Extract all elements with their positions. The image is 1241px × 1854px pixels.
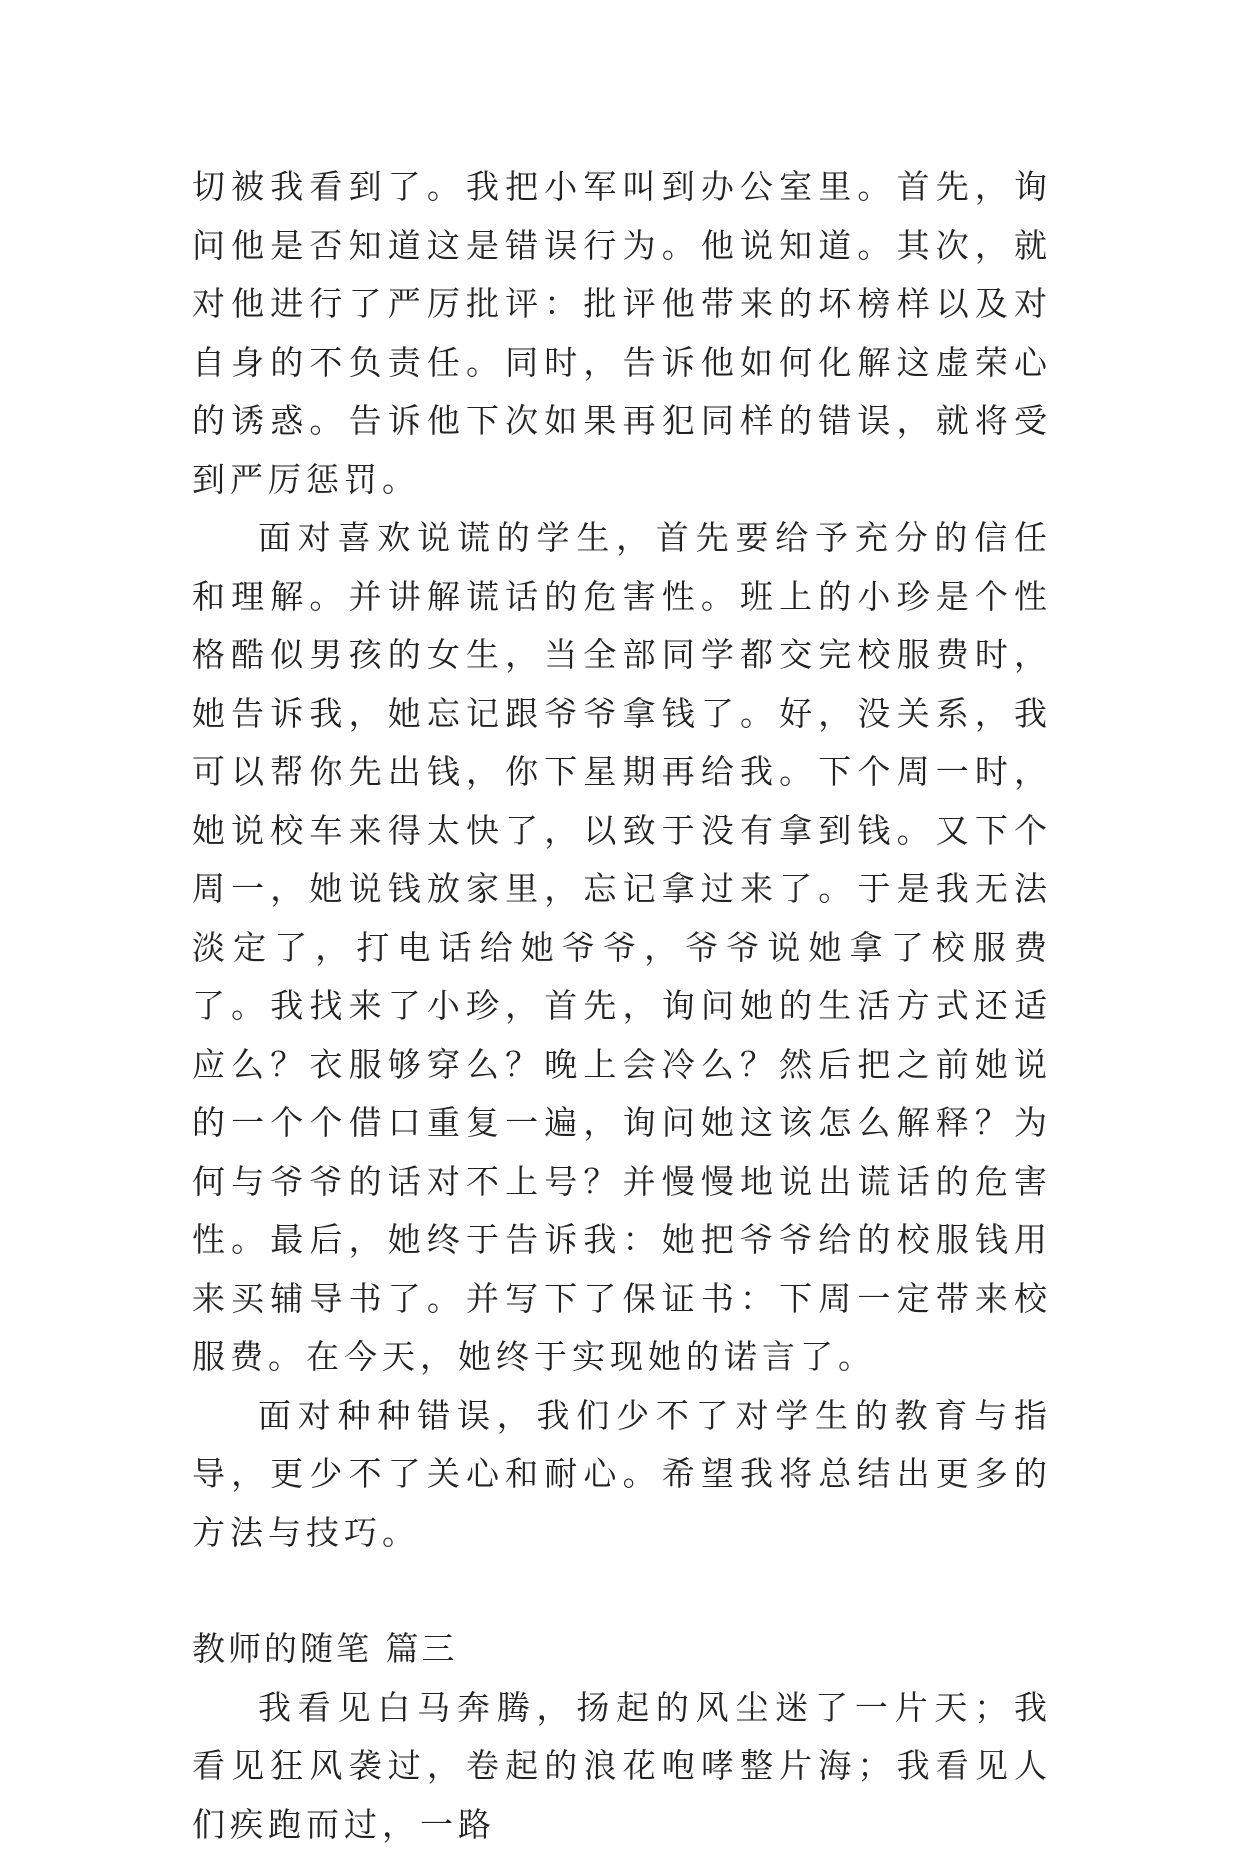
section-heading: 教师的随笔 篇三 [192, 1620, 1052, 1679]
paragraph-continued: 切被我看到了。我把小军叫到办公室里。首先，询问他是否知道这是错误行为。他说知道。其次，就对他进行了严厉批评：批评他带来的坏榜样以及对自身的不负责任。同时，告诉他如何化解这虚荣心的诱惑。告诉他下次如果再犯同样的错误，就将受到严厉惩罚。 [192, 158, 1052, 509]
paragraph-section-three: 我看见白马奔腾，扬起的风尘迷了一片天；我看见狂风袭过，卷起的浪花咆哮整片海；我看见人们疾跑而过，一路 [192, 1679, 1052, 1854]
paragraph-lying-student: 面对喜欢说谎的学生，首先要给予充分的信任和理解。并讲解谎话的危害性。班上的小珍是个性格酷似男孩的女生，当全部同学都交完校服费时，她告诉我，她忘记跟爷爷拿钱了。好，没关系，我可以帮你先出钱，你下星期再给我。下个周一时，她说校车来得太快了，以致于没有拿到钱。又下个周一，她说钱放家里，忘记拿过来了。于是我无法淡定了，打电话给她爷爷，爷爷说她拿了校服费了。我找来了小珍，首先，询问她的生活方式还适应么？衣服够穿么？晚上会冷么？然后把之前她说的一个个借口重复一遍，询问她这该怎么解释？为何与爷爷的话对不上号？并慢慢地说出谎话的危害性。最后，她终于告诉我：她把爷爷给的校服钱用来买辅导书了。并写下了保证书：下周一定带来校服费。在今天，她终于实现她的诺言了。 [192, 509, 1052, 1387]
document-body [192, 158, 1052, 1854]
paragraph-conclusion: 面对种种错误，我们少不了对学生的教育与指导，更少不了关心和耐心。希望我将总结出更多的方法与技巧。 [192, 1387, 1052, 1563]
